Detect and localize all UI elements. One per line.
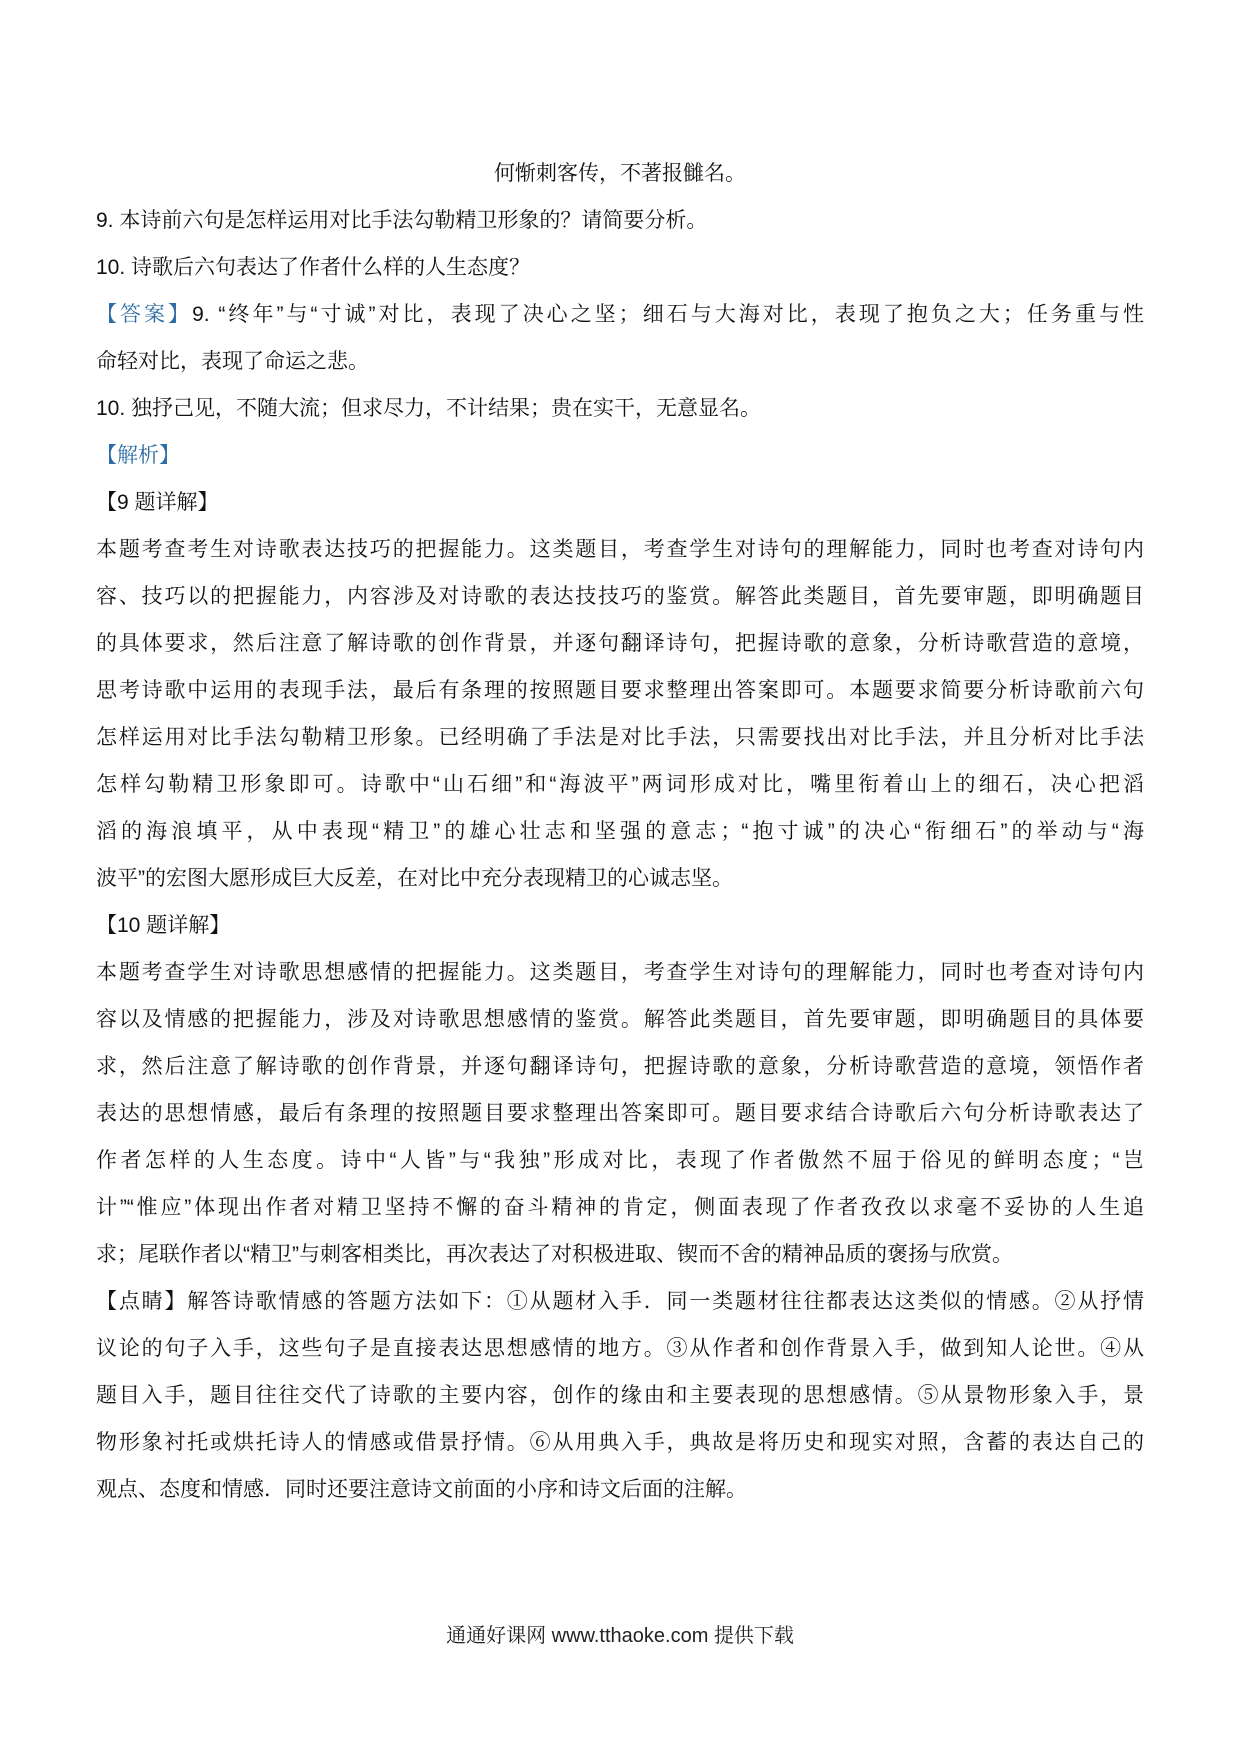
answer-line-1 — [96, 291, 1144, 338]
document-content — [96, 150, 1144, 1513]
text-line: 怎样勾勒精卫形象即可。诗歌中“山石细”和“海波平”两词形成对比，嘴里衔着山上的细石，决心把滔 — [96, 773, 1144, 796]
answer-line-2: 命轻对比，表现了命运之悲。 — [96, 350, 369, 373]
text-line: 滔的海浪填平，从中表现“精卫”的雄心壮志和坚强的意志；“抱寸诚”的决心“衔细石”的举动与“海 — [96, 820, 1144, 843]
answer-block — [96, 291, 1144, 432]
text-line: 【点睛】解答诗歌情感的答题方法如下：①从题材入手．同一类题材往往都表达这类似的情感。②从抒情 — [96, 1290, 1144, 1313]
text-line: 容、技巧以的把握能力，内容涉及对诗歌的表达技技巧的鉴赏。解答此类题目，首先要审题，即明确题目 — [96, 585, 1144, 608]
q9-detail-paragraph — [96, 526, 1144, 902]
text-line: 题目入手，题目往往交代了诗歌的主要内容，创作的缘由和主要表现的思想感情。⑤从景物形象入手，景 — [96, 1384, 1144, 1407]
text-line: 观点、态度和情感．同时还要注意诗文前面的小序和诗文后面的注解。 — [96, 1478, 747, 1501]
q10-detail-paragraph — [96, 949, 1144, 1278]
q10-detail-label: 【10 题详解】 — [96, 914, 231, 937]
analysis-label: 【解析】 — [96, 444, 180, 467]
text-line: 求；尾联作者以“精卫”与刺客相类比，再次表达了对积极进取、锲而不舍的精神品质的褒扬与欣赏。 — [96, 1243, 1013, 1266]
text-line: 求，然后注意了解诗歌的创作背景，并逐句翻译诗句，把握诗歌的意象，分析诗歌营造的意境，领悟作者 — [96, 1055, 1144, 1078]
text-line: 容以及情感的把握能力，涉及对诗歌思想感情的鉴赏。解答此类题目，首先要审题，即明确题目的具体要 — [96, 1008, 1144, 1031]
text-line: 作者怎样的人生态度。诗中“人皆”与“我独”形成对比，表现了作者傲然不屈于俗见的鲜明态度；“岂 — [96, 1149, 1144, 1172]
text-line: 物形象衬托或烘托诗人的情感或借景抒情。⑥从用典入手，典故是将历史和现实对照，含蓄的表达自己的 — [96, 1431, 1144, 1454]
answer-line-1-text: 9. “终年”与“寸诚”对比，表现了决心之坚；细石与大海对比，表现了抱负之大；任务重与性 — [192, 303, 1144, 326]
answer-line-3: 10. 独抒己见，不随大流；但求尽力，不计结果；贵在实干，无意显名。 — [96, 397, 762, 420]
text-line: 的具体要求，然后注意了解诗歌的创作背景，并逐句翻译诗句，把握诗歌的意象，分析诗歌营造的意境， — [96, 632, 1144, 655]
tips-paragraph — [96, 1278, 1144, 1513]
text-line: 思考诗歌中运用的表现手法，最后有条理的按照题目要求整理出答案即可。本题要求简要分析诗歌前六句 — [96, 679, 1144, 702]
footer-watermark: 通通好课网 www.tthaoke.com 提供下载 — [446, 1625, 794, 1647]
poem-last-couplet: 何惭刺客传，不著报雠名。 — [494, 162, 746, 185]
q9-detail-label: 【9 题详解】 — [96, 491, 219, 514]
text-line: 表达的思想情感，最后有条理的按照题目要求整理出答案即可。题目要求结合诗歌后六句分析诗歌表达了 — [96, 1102, 1144, 1125]
text-line: 波平”的宏图大愿形成巨大反差，在对比中充分表现精卫的心诚志坚。 — [96, 867, 733, 890]
question-9: 9. 本诗前六句是怎样运用对比手法勾勒精卫形象的？请简要分析。 — [96, 209, 708, 232]
question-10: 10. 诗歌后六句表达了作者什么样的人生态度？ — [96, 256, 531, 279]
text-line: 议论的句子入手，这些句子是直接表达思想感情的地方。③从作者和创作背景入手，做到知人论世。④从 — [96, 1337, 1144, 1360]
text-line: 计”“惟应”体现出作者对精卫坚持不懈的奋斗精神的肯定，侧面表现了作者孜孜以求毫不妥协的人生追 — [96, 1196, 1144, 1219]
text-line: 怎样运用对比手法勾勒精卫形象。已经明确了手法是对比手法，只需要找出对比手法，并且分析对比手法 — [96, 726, 1144, 749]
text-line: 本题考查学生对诗歌思想感情的把握能力。这类题目，考查学生对诗句的理解能力，同时也考查对诗句内 — [96, 961, 1144, 984]
answer-label: 【答案】 — [96, 303, 193, 326]
text-line: 本题考查考生对诗歌表达技巧的把握能力。这类题目，考查学生对诗句的理解能力，同时也考查对诗句内 — [96, 538, 1144, 561]
